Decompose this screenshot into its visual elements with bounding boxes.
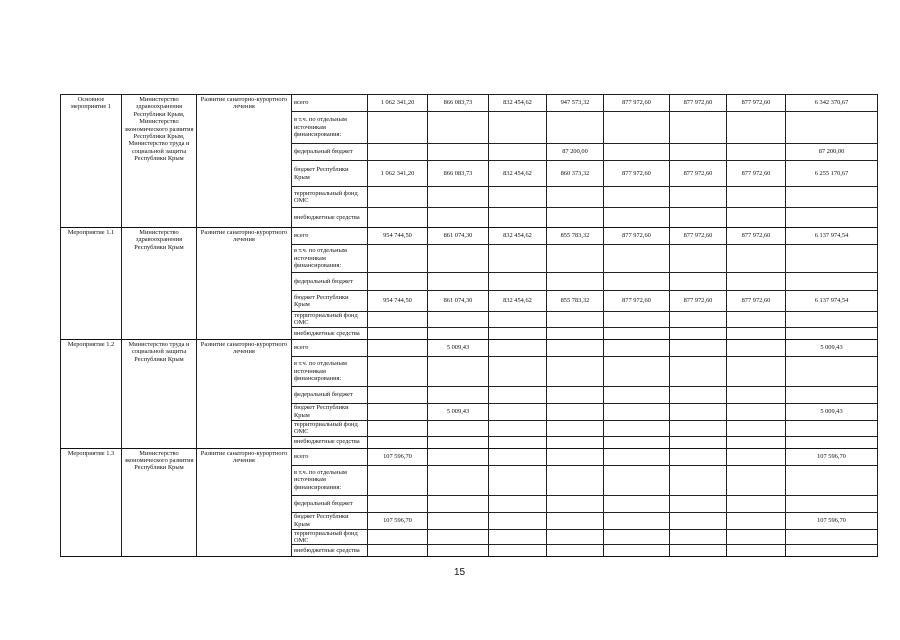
amount-cell xyxy=(428,312,489,328)
amount-cell xyxy=(604,144,670,161)
funding-source-cell: в т.ч. по отдельным источникам финансирования: xyxy=(292,245,368,273)
amount-cell xyxy=(368,187,428,208)
amount-cell xyxy=(428,327,489,339)
amount-cell xyxy=(604,356,670,386)
amount-cell xyxy=(368,208,428,228)
total-cell xyxy=(786,208,878,228)
amount-cell xyxy=(670,327,727,339)
funding-source-cell: бюджет Республики Крым xyxy=(292,161,368,187)
amount-cell xyxy=(428,386,489,403)
total-cell xyxy=(786,529,878,545)
amount-cell xyxy=(489,356,547,386)
amount-cell xyxy=(428,436,489,448)
amount-cell xyxy=(604,339,670,356)
amount-cell xyxy=(727,144,786,161)
amount-cell xyxy=(670,273,727,291)
amount-cell xyxy=(670,339,727,356)
amount-cell xyxy=(368,436,428,448)
amount-cell xyxy=(428,448,489,465)
amount-cell xyxy=(547,273,604,291)
amount-cell xyxy=(547,112,604,144)
amount-cell xyxy=(727,495,786,512)
amount-cell xyxy=(604,403,670,420)
amount-cell: 860 373,32 xyxy=(547,161,604,187)
amount-cell xyxy=(604,448,670,465)
amount-cell xyxy=(547,448,604,465)
amount-cell xyxy=(547,245,604,273)
table-row xyxy=(61,228,878,245)
total-cell xyxy=(786,112,878,144)
amount-cell xyxy=(489,327,547,339)
total-cell: 5 009,43 xyxy=(786,403,878,420)
amount-cell xyxy=(727,465,786,495)
funding-source-cell: внебюджетные средства xyxy=(292,436,368,448)
amount-cell xyxy=(489,529,547,545)
amount-cell xyxy=(489,420,547,436)
total-cell: 6 255 170,67 xyxy=(786,161,878,187)
amount-cell xyxy=(547,512,604,529)
amount-cell xyxy=(489,187,547,208)
amount-cell xyxy=(670,386,727,403)
total-cell xyxy=(786,273,878,291)
amount-cell xyxy=(368,420,428,436)
amount-cell: 107 596,70 xyxy=(368,512,428,529)
amount-cell xyxy=(604,512,670,529)
amount-cell: 877 972,60 xyxy=(670,95,727,112)
amount-cell xyxy=(368,545,428,557)
amount-cell xyxy=(604,386,670,403)
amount-cell xyxy=(727,386,786,403)
funding-source-cell: федеральный бюджет xyxy=(292,273,368,291)
amount-cell xyxy=(428,356,489,386)
table-row xyxy=(61,95,878,112)
total-cell xyxy=(786,245,878,273)
amount-cell xyxy=(428,245,489,273)
amount-cell xyxy=(368,245,428,273)
amount-cell xyxy=(670,465,727,495)
total-cell xyxy=(786,187,878,208)
funding-source-cell: всего xyxy=(292,339,368,356)
amount-cell xyxy=(670,356,727,386)
total-cell: 107 596,70 xyxy=(786,512,878,529)
table-row xyxy=(61,339,878,356)
amount-cell: 855 783,32 xyxy=(547,291,604,312)
funding-source-cell: территориальный фонд ОМС xyxy=(292,420,368,436)
amount-cell xyxy=(489,403,547,420)
amount-cell xyxy=(670,144,727,161)
total-cell xyxy=(786,465,878,495)
amount-cell: 855 783,32 xyxy=(547,228,604,245)
amount-cell xyxy=(428,144,489,161)
funding-source-cell: бюджет Республики Крым xyxy=(292,512,368,529)
amount-cell xyxy=(670,420,727,436)
amount-cell xyxy=(368,403,428,420)
program-cell: Развитие санаторно-курортного лечения xyxy=(197,95,292,228)
amount-cell xyxy=(489,386,547,403)
total-cell xyxy=(786,386,878,403)
total-cell xyxy=(786,420,878,436)
amount-cell xyxy=(547,187,604,208)
executor-cell: Министерство экономического развития Республики Крым xyxy=(122,448,197,557)
amount-cell xyxy=(670,187,727,208)
amount-cell: 877 972,60 xyxy=(727,228,786,245)
event-name-cell: Основное мероприятие 1 xyxy=(61,95,122,228)
table-row xyxy=(61,448,878,465)
funding-source-cell: всего xyxy=(292,95,368,112)
program-cell: Развитие санаторно-курортного лечения xyxy=(197,448,292,557)
total-cell: 6 342 370,67 xyxy=(786,95,878,112)
amount-cell xyxy=(368,495,428,512)
amount-cell xyxy=(428,273,489,291)
amount-cell xyxy=(547,420,604,436)
amount-cell xyxy=(727,187,786,208)
amount-cell xyxy=(368,386,428,403)
amount-cell xyxy=(670,529,727,545)
total-cell: 87 200,00 xyxy=(786,144,878,161)
amount-cell xyxy=(670,495,727,512)
amount-cell: 877 972,60 xyxy=(670,291,727,312)
amount-cell xyxy=(547,495,604,512)
amount-cell xyxy=(670,448,727,465)
amount-cell: 947 573,32 xyxy=(547,95,604,112)
amount-cell xyxy=(604,545,670,557)
amount-cell xyxy=(489,512,547,529)
event-name-cell: Мероприятие 1.3 xyxy=(61,448,122,557)
amount-cell: 877 972,60 xyxy=(604,161,670,187)
total-cell: 6 137 974,54 xyxy=(786,291,878,312)
amount-cell: 861 074,30 xyxy=(428,228,489,245)
amount-cell xyxy=(489,465,547,495)
amount-cell xyxy=(489,208,547,228)
amount-cell xyxy=(547,403,604,420)
amount-cell xyxy=(727,356,786,386)
amount-cell: 5 009,43 xyxy=(428,403,489,420)
amount-cell xyxy=(489,448,547,465)
amount-cell xyxy=(727,403,786,420)
amount-cell xyxy=(368,356,428,386)
amount-cell xyxy=(547,208,604,228)
financing-table xyxy=(60,94,878,557)
amount-cell xyxy=(368,144,428,161)
amount-cell xyxy=(604,208,670,228)
amount-cell: 877 972,60 xyxy=(670,228,727,245)
amount-cell xyxy=(428,545,489,557)
amount-cell xyxy=(670,545,727,557)
amount-cell: 954 744,50 xyxy=(368,228,428,245)
amount-cell xyxy=(489,245,547,273)
total-cell xyxy=(786,545,878,557)
amount-cell xyxy=(727,245,786,273)
amount-cell xyxy=(727,339,786,356)
funding-source-cell: внебюджетные средства xyxy=(292,327,368,339)
amount-cell xyxy=(489,112,547,144)
amount-cell xyxy=(547,312,604,328)
amount-cell: 877 972,60 xyxy=(727,95,786,112)
amount-cell xyxy=(727,420,786,436)
funding-source-cell: внебюджетные средства xyxy=(292,208,368,228)
amount-cell xyxy=(670,403,727,420)
program-cell: Развитие санаторно-курортного лечения xyxy=(197,339,292,448)
amount-cell xyxy=(727,529,786,545)
amount-cell xyxy=(604,327,670,339)
amount-cell xyxy=(670,312,727,328)
amount-cell: 832 454,62 xyxy=(489,161,547,187)
amount-cell: 5 009,43 xyxy=(428,339,489,356)
funding-source-cell: федеральный бюджет xyxy=(292,144,368,161)
amount-cell xyxy=(428,208,489,228)
amount-cell xyxy=(670,245,727,273)
executor-cell: Министерство здравоохранения Республики Крым xyxy=(122,228,197,340)
amount-cell: 866 083,73 xyxy=(428,95,489,112)
amount-cell xyxy=(489,312,547,328)
amount-cell xyxy=(428,512,489,529)
amount-cell xyxy=(368,339,428,356)
amount-cell xyxy=(604,529,670,545)
amount-cell: 1 062 341,20 xyxy=(368,95,428,112)
page-number: 15 xyxy=(454,567,466,578)
total-cell xyxy=(786,436,878,448)
total-cell: 107 596,70 xyxy=(786,448,878,465)
amount-cell xyxy=(428,529,489,545)
total-cell xyxy=(786,356,878,386)
amount-cell xyxy=(368,112,428,144)
funding-source-cell: всего xyxy=(292,228,368,245)
amount-cell: 832 454,62 xyxy=(489,228,547,245)
amount-cell xyxy=(604,465,670,495)
amount-cell xyxy=(547,356,604,386)
funding-source-cell: всего xyxy=(292,448,368,465)
amount-cell xyxy=(428,112,489,144)
funding-source-cell: территориальный фонд ОМС xyxy=(292,312,368,328)
amount-cell xyxy=(428,495,489,512)
event-name-cell: Мероприятие 1.2 xyxy=(61,339,122,448)
amount-cell xyxy=(727,436,786,448)
amount-cell xyxy=(547,386,604,403)
amount-cell xyxy=(604,187,670,208)
amount-cell: 832 454,62 xyxy=(489,291,547,312)
amount-cell xyxy=(670,436,727,448)
amount-cell xyxy=(727,545,786,557)
amount-cell xyxy=(727,448,786,465)
amount-cell xyxy=(489,436,547,448)
amount-cell xyxy=(604,245,670,273)
amount-cell: 877 972,60 xyxy=(727,161,786,187)
amount-cell: 954 744,50 xyxy=(368,291,428,312)
amount-cell xyxy=(604,436,670,448)
amount-cell xyxy=(489,339,547,356)
funding-source-cell: внебюджетные средства xyxy=(292,545,368,557)
amount-cell xyxy=(489,495,547,512)
amount-cell: 877 972,60 xyxy=(604,291,670,312)
amount-cell xyxy=(670,208,727,228)
amount-cell xyxy=(489,144,547,161)
amount-cell xyxy=(368,465,428,495)
total-cell xyxy=(786,312,878,328)
amount-cell: 877 972,60 xyxy=(604,95,670,112)
amount-cell: 87 200,00 xyxy=(547,144,604,161)
amount-cell xyxy=(727,273,786,291)
total-cell: 5 009,43 xyxy=(786,339,878,356)
amount-cell: 861 074,30 xyxy=(428,291,489,312)
amount-cell: 832 454,62 xyxy=(489,95,547,112)
amount-cell xyxy=(727,512,786,529)
amount-cell xyxy=(368,273,428,291)
executor-cell: Министерство труда и социальной защиты Республики Крым xyxy=(122,339,197,448)
amount-cell xyxy=(428,420,489,436)
amount-cell xyxy=(368,312,428,328)
funding-source-cell: территориальный фонд ОМС xyxy=(292,187,368,208)
amount-cell xyxy=(604,312,670,328)
funding-source-cell: в т.ч. по отдельным источникам финансирования: xyxy=(292,465,368,495)
funding-source-cell: федеральный бюджет xyxy=(292,386,368,403)
amount-cell xyxy=(604,273,670,291)
amount-cell: 1 062 341,20 xyxy=(368,161,428,187)
funding-source-cell: территориальный фонд ОМС xyxy=(292,529,368,545)
funding-source-cell: федеральный бюджет xyxy=(292,495,368,512)
amount-cell xyxy=(604,495,670,512)
amount-cell xyxy=(489,545,547,557)
amount-cell xyxy=(727,312,786,328)
amount-cell xyxy=(547,327,604,339)
amount-cell xyxy=(547,436,604,448)
amount-cell xyxy=(604,112,670,144)
amount-cell xyxy=(489,273,547,291)
amount-cell xyxy=(547,529,604,545)
amount-cell: 866 083,73 xyxy=(428,161,489,187)
amount-cell xyxy=(727,112,786,144)
amount-cell xyxy=(547,339,604,356)
funding-source-cell: в т.ч. по отдельным источникам финансирования: xyxy=(292,112,368,144)
amount-cell xyxy=(670,112,727,144)
funding-source-cell: в т.ч. по отдельным источникам финансирования: xyxy=(292,356,368,386)
amount-cell: 107 596,70 xyxy=(368,448,428,465)
amount-cell xyxy=(727,327,786,339)
amount-cell xyxy=(368,529,428,545)
amount-cell xyxy=(604,420,670,436)
financing-table-body xyxy=(61,95,878,557)
amount-cell xyxy=(428,465,489,495)
event-name-cell: Мероприятие 1.1 xyxy=(61,228,122,340)
program-cell: Развитие санаторно-курортного лечения xyxy=(197,228,292,340)
funding-source-cell: бюджет Республики Крым xyxy=(292,403,368,420)
total-cell xyxy=(786,327,878,339)
amount-cell xyxy=(547,545,604,557)
amount-cell: 877 972,60 xyxy=(727,291,786,312)
total-cell: 6 137 974,54 xyxy=(786,228,878,245)
amount-cell xyxy=(547,465,604,495)
amount-cell xyxy=(670,512,727,529)
executor-cell: Министерство здравоохранения Республики Крым, Министерство экономического развития Республики Крым, Министерство труда и социальной защиты Республики Крым xyxy=(122,95,197,228)
amount-cell xyxy=(368,327,428,339)
amount-cell: 877 972,60 xyxy=(670,161,727,187)
amount-cell xyxy=(727,208,786,228)
total-cell xyxy=(786,495,878,512)
amount-cell: 877 972,60 xyxy=(604,228,670,245)
funding-source-cell: бюджет Республики Крым xyxy=(292,291,368,312)
amount-cell xyxy=(428,187,489,208)
